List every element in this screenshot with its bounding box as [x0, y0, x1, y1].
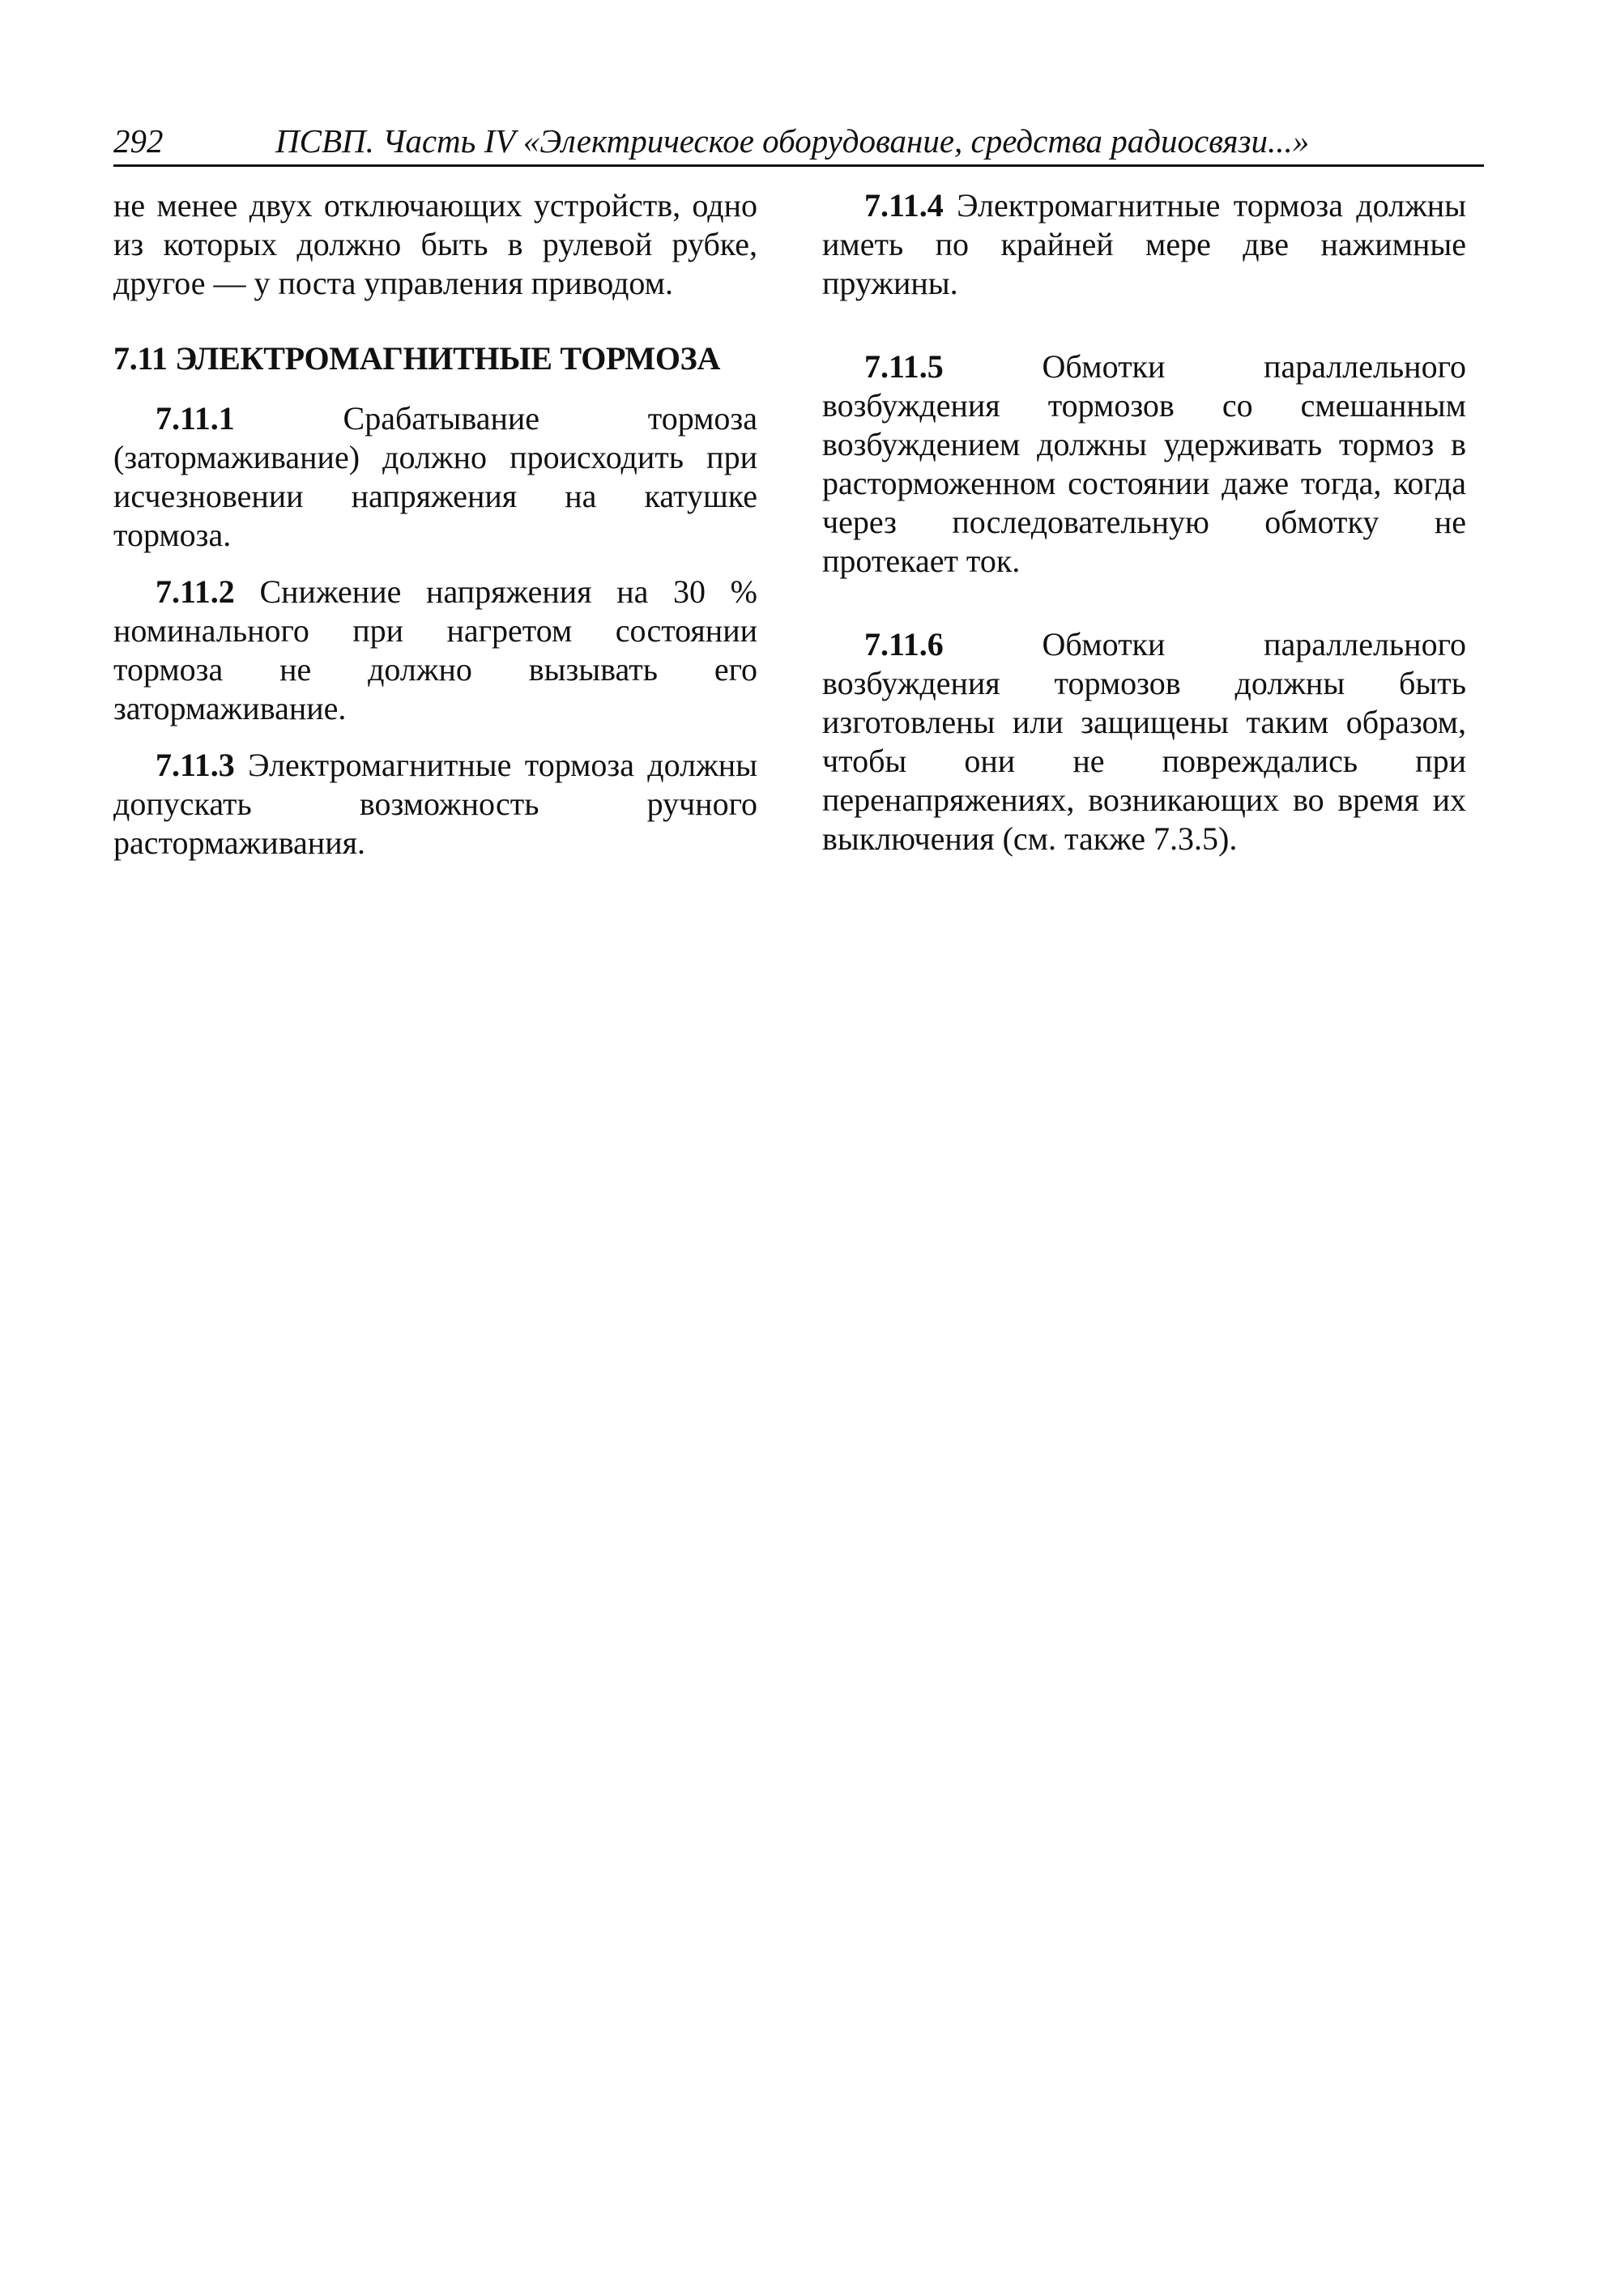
clause-7-11-5: [822, 347, 1466, 581]
section-heading: 7.11 ЭЛЕКТРОМАГНИТНЫЕ ТОРМОЗА: [113, 340, 721, 377]
clause-number: 7.11.6: [864, 626, 944, 662]
running-title: ПСВП. Часть IV «Электрическое оборудование, средства радиосвязи...»: [275, 122, 1310, 160]
clause-text: Срабатывание тормоза (затормаживание) должно происходить при исчезновении напряжения на катушке тормоза.: [113, 400, 757, 553]
clause-text: Снижение напряжения на 30 % номинального при нагретом состоянии тормоза не должно вызывать его затормаживание.: [113, 573, 757, 726]
clause-7-11-3: [113, 746, 757, 863]
clause-7-11-6: [822, 625, 1466, 858]
continuation-paragraph: не менее двух отключающих устройств, одно из которых должно быть в рулевой рубке, другое — у поста управления приводом.: [113, 187, 757, 301]
clause-text: Электромагнитные тормоза должны иметь по крайней мере две нажимные пружины.: [822, 187, 1467, 301]
clause-number: 7.11.4: [864, 187, 944, 224]
clause-number: 7.11.3: [156, 747, 235, 783]
right-column: [822, 186, 1466, 858]
clause-text: Обмотки параллельного возбуждения тормозов со смешанным возбуждением должны удерживать тормоз в расторможенном состоянии даже тогда, когда через последовательную обмотку не протекает ток.: [822, 348, 1466, 579]
clause-text: Электромагнитные тормоза должны допускать возможность ручного растормаживания.: [113, 747, 758, 861]
running-header: [113, 121, 1490, 170]
clause-7-11-2: [113, 573, 757, 728]
page-number: 292: [113, 122, 164, 160]
clause-number: 7.11.1: [156, 400, 235, 437]
clause-number: 7.11.2: [156, 573, 235, 610]
clause-7-11-4: [822, 186, 1466, 303]
left-column: [113, 186, 757, 863]
header-rule: [113, 164, 1484, 167]
clause-number: 7.11.5: [864, 348, 944, 385]
clause-7-11-1: [113, 399, 757, 555]
clause-text: Обмотки параллельного возбуждения тормозов должны быть изготовлены или защищены таким образом, чтобы они не повреждались при перенапряжениях, возникающих во время их выключения (см. также 7.3.5).: [822, 626, 1466, 857]
